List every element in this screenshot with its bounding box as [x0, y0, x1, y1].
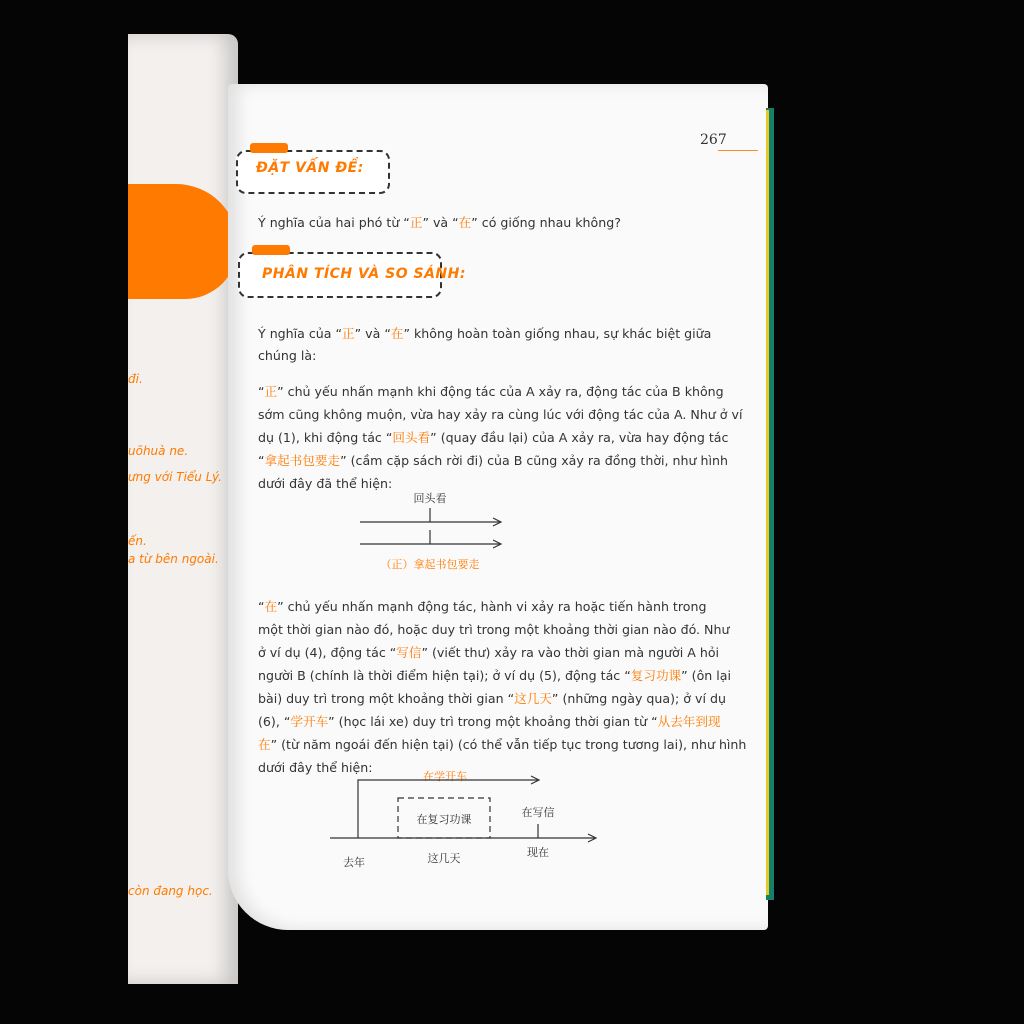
- diagram-zai: [320, 762, 610, 872]
- intro-line: chúng là:: [258, 348, 317, 363]
- section-title-problem: ĐẶT VẤN ĐỀ:: [256, 160, 364, 176]
- zai-line: “在” chủ yếu nhấn mạnh động tác, hành vi xảy ra hoặc tiến hành trong: [258, 599, 707, 614]
- left-fragment: còn đang học.: [128, 884, 213, 898]
- left-fragment: a từ bên ngoài.: [128, 552, 219, 566]
- zai-line: ở ví dụ (4), động tác “写信” (viết thư) xảy ra vào thời gian mà người A hỏi: [258, 645, 720, 660]
- zai-line: người B (chính là thời điểm hiện tại); ở ví dụ (5), động tác “复习功课” (ôn lại: [258, 668, 731, 683]
- zheng-line: dưới đây đã thể hiện:: [258, 476, 393, 491]
- diagram1-bottom-label: （正）拿起书包要走: [380, 558, 480, 571]
- orange-decoration: [128, 184, 238, 299]
- learn-driving-span: [358, 780, 538, 838]
- page-number-line: [718, 150, 758, 151]
- zheng-line: “拿起书包要走” (cầm cặp sách rời đi) của B cũng xảy ra đồng thời, như hình: [258, 453, 728, 468]
- zai-line: 在” (từ năm ngoái đến hiện tại) (có thể vẫn tiếp tục trong tương lai), như hình: [258, 737, 747, 752]
- section-title-analysis: PHÂN TÍCH VÀ SO SÁNH:: [262, 266, 466, 282]
- left-fragment: uōhuà ne.: [128, 444, 189, 458]
- zheng-line: sớm cũng không muộn, vừa hay xảy ra cùng lúc với động tác của A. Như ở ví: [258, 407, 743, 422]
- page-number: 267: [700, 132, 727, 148]
- zheng-line: “正” chủ yếu nhấn mạnh khi động tác của A xảy ra, động tác của B không: [258, 384, 724, 399]
- diagram2-top-label: 在学开车: [423, 770, 467, 783]
- zheng-line: dụ (1), khi động tác “回头看” (quay đầu lại) của A xảy ra, vừa hay động tác: [258, 430, 729, 445]
- left-fragment: ưng với Tiểu Lý.: [128, 470, 222, 484]
- diagram-zheng: [350, 488, 520, 578]
- left-fragment: đi.: [128, 372, 143, 386]
- zai-line: dưới đây thể hiện:: [258, 760, 373, 775]
- diagram1-top-label: 回头看: [413, 492, 447, 505]
- diagram2-right-label: 在写信: [521, 806, 555, 819]
- axis-label-now: 现在: [527, 846, 549, 859]
- diagram2-box-label: 在复习功课: [416, 813, 472, 826]
- question-line: Ý nghĩa của hai phó từ “正” và “在” có giống nhau không?: [258, 215, 621, 230]
- left-page: [128, 34, 238, 984]
- zai-line: (6), “学开车” (học lái xe) duy trì trong một khoảng thời gian từ “从去年到现: [258, 714, 721, 729]
- zai-line: một thời gian nào đó, hoặc duy trì trong một khoảng thời gian nào đó. Như: [258, 622, 730, 637]
- intro-line: Ý nghĩa của “正” và “在” không hoàn toàn giống nhau, sự khác biệt giữa: [258, 326, 712, 341]
- zai-line: bài) duy trì trong một khoảng thời gian “这几天” (những ngày qua); ở ví dụ: [258, 691, 726, 706]
- axis-label-these-days: 这几天: [427, 852, 461, 865]
- left-fragment: ến.: [128, 534, 147, 548]
- axis-label-last-year: 去年: [343, 856, 365, 869]
- tag-badge: [252, 245, 290, 255]
- tag-badge: [250, 143, 288, 153]
- book-edge-stripe: [766, 110, 769, 895]
